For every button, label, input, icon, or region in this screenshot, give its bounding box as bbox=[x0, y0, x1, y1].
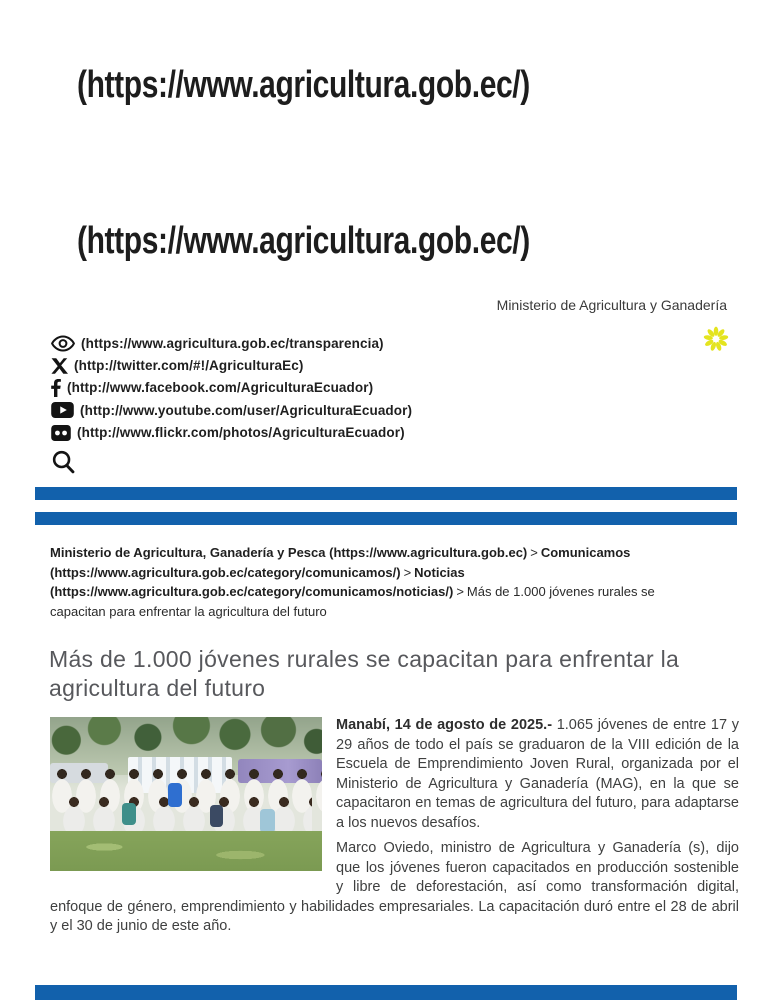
article-paragraph-1-text: 1.065 jóvenes de entre 17 y 29 años de todo el país se graduaron de la VIII edición de la Escuela de Emprendimiento Joven Rural, organizada por el Ministerio de Agricultura y Ganadería (MAG), en la que se capacitaron en temas de agricultura del futuro, para adaptarse a los nuevos desafíos. bbox=[336, 717, 739, 831]
article-title: Más de 1.000 jóvenes rurales se capacitan para enfrentar la agricultura del futuro bbox=[49, 646, 680, 701]
breadcrumb-link-home[interactable]: Ministerio de Agricultura, Ganadería y Pesca (https://www.agricultura.gob.ec) bbox=[50, 545, 528, 560]
youtube-link[interactable] bbox=[51, 399, 412, 421]
social-links-list bbox=[51, 332, 412, 444]
breadcrumb-separator: > bbox=[403, 564, 412, 580]
breadcrumb-separator: > bbox=[530, 545, 538, 560]
flickr-link-label: (http://www.flickr.com/photos/AgriculturaEcuador) bbox=[77, 425, 405, 441]
photo-grass bbox=[50, 831, 322, 871]
breadcrumb bbox=[50, 543, 675, 621]
flickr-link[interactable] bbox=[51, 422, 412, 444]
article-body bbox=[50, 716, 739, 943]
transparency-link-label: (https://www.agricultura.gob.ec/transparencia) bbox=[81, 335, 384, 351]
breadcrumb-link-comunicamos[interactable]: Comunicamos (https://www.agricultura.gob.ec/category/comunicamos/) bbox=[50, 545, 631, 580]
header-bar-bottom bbox=[35, 512, 737, 525]
breadcrumb-current-page: Más de 1.000 jóvenes rurales se capacitan para enfrentar la agricultura del futuro bbox=[50, 584, 655, 619]
flickr-icon bbox=[51, 425, 71, 441]
search-icon[interactable] bbox=[50, 448, 78, 478]
photo-person-accent bbox=[168, 783, 182, 807]
facebook-link-label: (http://www.facebook.com/AgriculturaEcuador) bbox=[67, 380, 374, 396]
ministry-name-label: Ministerio de Agricultura y Ganadería bbox=[496, 297, 727, 313]
eye-icon bbox=[51, 335, 75, 352]
loading-spinner-icon bbox=[703, 326, 729, 352]
article-photo bbox=[50, 717, 322, 871]
twitter-link[interactable] bbox=[51, 354, 412, 376]
youtube-icon bbox=[51, 402, 74, 418]
breadcrumb-separator: > bbox=[456, 584, 464, 599]
article-paragraph-2: Marco Oviedo, ministro de Agricultura y Ganadería (s), dijo que los jóvenes fueron capacitados en producción sostenible y libre de deforestación, así como transformación digital, enfoque de género, emprendimiento y habilidades empresariales. La capacitación duró entre el 28 de abril y el 30 de junio de este año. bbox=[50, 840, 739, 934]
breadcrumb-link-noticias[interactable]: Noticias (https://www.agricultura.gob.ec/category/comunicamos/noticias/) bbox=[50, 564, 465, 599]
facebook-link[interactable] bbox=[51, 377, 412, 399]
photo-person-accent bbox=[210, 805, 223, 827]
facebook-icon bbox=[51, 379, 61, 397]
transparency-link[interactable] bbox=[51, 332, 412, 354]
youtube-link-label: (http://www.youtube.com/user/AgriculturaEcuador) bbox=[80, 402, 413, 418]
footer-bar bbox=[35, 985, 737, 1000]
twitter-link-label: (http://twitter.com/#!/AgriculturaEc) bbox=[74, 358, 304, 374]
x-twitter-icon bbox=[51, 358, 68, 374]
photo-person-accent bbox=[122, 803, 136, 825]
article-dateline: Manabí, 14 de agosto de 2025.- bbox=[336, 717, 553, 733]
header-bar-top bbox=[35, 487, 737, 500]
photo-person-accent bbox=[260, 809, 275, 833]
site-home-link-top[interactable]: (https://www.agricultura.gob.ec/) bbox=[77, 64, 530, 106]
site-home-link-second[interactable]: (https://www.agricultura.gob.ec/) bbox=[77, 220, 530, 262]
